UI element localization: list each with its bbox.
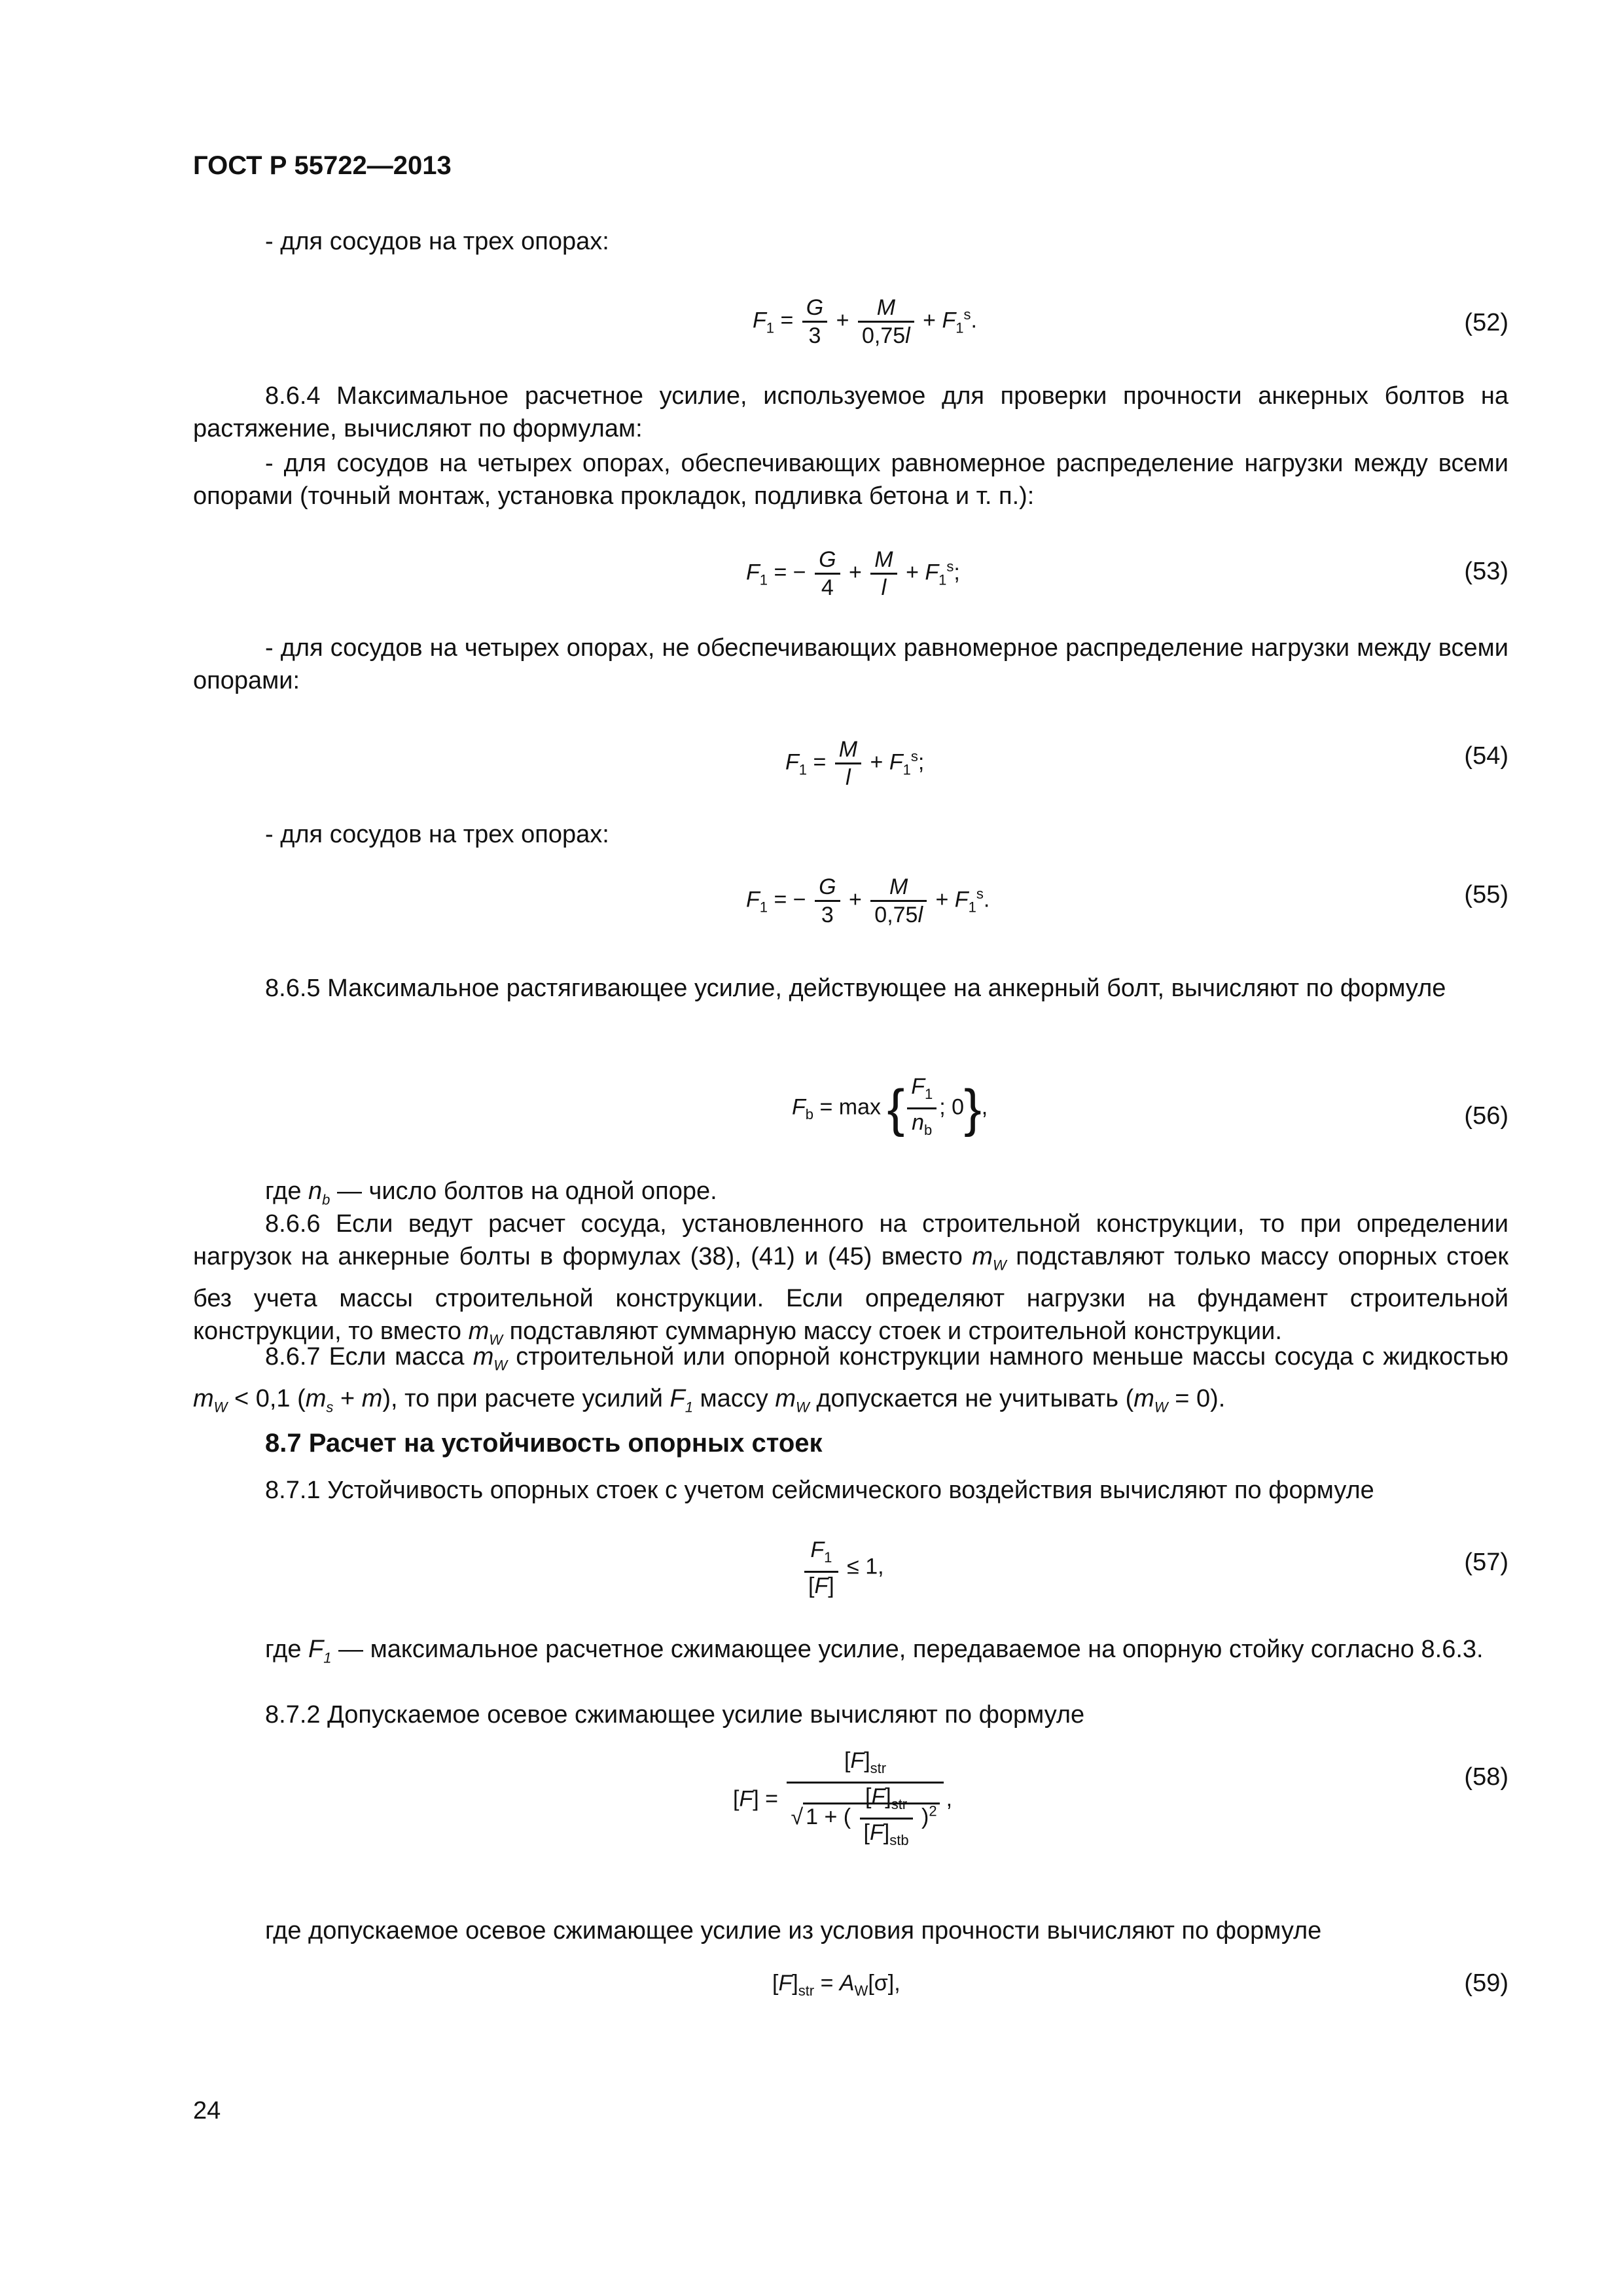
paragraph-three-supports: - для сосудов на трех опорах: [265,228,609,255]
formula-59: $[F]_{str} = A_W[\sigma]$, [772,1971,901,1999]
symbol-mw: $m_W$ [193,1384,228,1416]
equation-number-55: (55) [1464,881,1508,908]
symbol-f1: $F_1$ [308,1636,332,1666]
formula-57: $\frac{F_1}{[F]}$ ≤ 1, [802,1537,884,1599]
formula-56: $F_b = \max$ { $\frac{F_1}{n_b}$ ; 0}, [792,1074,988,1138]
symbol-mw: $m_W$ [972,1243,1007,1274]
formula-52: $F_1$ = $\frac{G}{3}$ + $\frac{M}{0,75l}$ + $F_1^s$. [753,295,977,348]
p867-part-3: < 0,1 ( [227,1384,306,1412]
formula-53: $F_1$ = − $\frac{G}{4}$ + $\frac{M}{l}$ + $F_1^s$; [746,547,960,600]
p866-part-3: подставляют суммарную массу стоек и строительной конструкции. [503,1317,1282,1345]
paragraph-8-6-5: 8.6.5 Максимальное растягивающее усилие, действующее на анкерный болт, вычисляют по формуле [265,975,1446,1002]
document-header: ГОСТ Р 55722—2013 [193,151,452,180]
equation-number-57: (57) [1464,1549,1508,1576]
p867-part-6: допускается не учитывать ( [809,1384,1134,1412]
section-heading-8-7: 8.7 Расчет на устойчивость опорных стоек [265,1429,823,1458]
equation-number-56: (56) [1464,1102,1508,1130]
paragraph-8-6-7: 8.6.7 Если масса $m_W$ строительной или опорной конструкции намного меньше массы сосуда с жидкостью $m_W < 0,1$ $(m_s + m)$, то при расчете усилий $F_1$ массу $m_W$ допускается не учитывать $(m_W = 0)$. [193,1343,1508,1416]
equation-number-53: (53) [1464,558,1508,585]
equation-number-54: (54) [1464,742,1508,770]
formula-58: [F] = $[F]_{str}$ √ 1 + ( $\frac{[F]_{str}}{[F]_{stb}}$ )$^2$ , [733,1748,953,1848]
symbol-mw: $m_W$ [1133,1384,1168,1416]
p867-part-5: массу [692,1384,776,1412]
p866-part-1: 8.6.6 Если ведут расчет сосуда, установленного на строительной конструкции, то при определении нагрузок на анкерные болты в формулах (38), (41) и (45) вместо [193,1210,1508,1270]
equation-number-58: (58) [1464,1763,1508,1791]
p867-part-4: ), то при расчете усилий [382,1384,670,1412]
formula-55: $F_1$ = − $\frac{G}{3}$ + $\frac{M}{0,75l}$ + $F_1^s$. [746,874,990,927]
paragraph-8-7-2: 8.7.2 Допускаемое осевое сжимающее усилие вычисляют по формуле [265,1701,1085,1729]
where-f1-text: — максимальное расчетное сжимающее усилие, передаваемое на опорную стойку согласно 8.6.3. [331,1636,1484,1663]
paragraph-8-6-6 [193,1208,1508,1356]
symbol-ms: $m_s$ [305,1384,334,1416]
paragraph-8-7-1: 8.7.1 Устойчивость опорных стоек с учетом сейсмического воздействия вычисляют по формуле [265,1477,1374,1504]
p867-part-2: строительной или опорной конструкции намного меньше массы сосуда с жидкостью [507,1343,1508,1371]
p867-part-1: 8.6.7 Если масса [265,1343,473,1371]
symbol-mw: $m_W$ [775,1384,810,1416]
symbol-m: m [361,1384,383,1412]
paragraph-four-supports-uniform: - для сосудов на четырех опорах, обеспечивающих равномерное распределение нагрузки между всеми опорами (точный монтаж, установка прокладок, подливка бетона и т. п.): [193,450,1508,510]
symbol-mw: $m_W$ [473,1343,508,1374]
symbol-nb: $n_b$ [308,1177,330,1208]
equation-number-52: (52) [1464,309,1508,336]
equation-number-59: (59) [1464,1969,1508,1997]
symbol-f1: $F_1$ [669,1384,693,1416]
paragraph-four-supports-nonuniform: - для сосудов на четырех опорах, не обеспечивающих равномерное распределение нагрузки между всеми опорами: [193,634,1508,694]
paragraph-three-supports-2: - для сосудов на трех опорах: [265,821,609,848]
where-nb-text: — число болтов на одной опоре. [330,1177,717,1205]
formula-54: $F_1$ = $\frac{M}{l}$ + $F_1^s$; [785,737,925,790]
p867-part-7: = 0). [1168,1384,1226,1412]
where-f1-prefix: где [265,1636,309,1663]
p866-part-2: подставляют только массу опорных стоек без учета массы строительной конструкции. Если определяют нагрузки на фундамент строительной конструкции, то вместо [193,1243,1508,1345]
where-nb-prefix: где [265,1177,309,1205]
where-f1 [193,1633,1508,1675]
paragraph-strength-condition: где допускаемое осевое сжимающее усилие из условия прочности вычисляют по формуле [265,1917,1322,1945]
page-number: 24 [193,2097,221,2125]
symbol-mw: $m_W$ [468,1317,503,1348]
paragraph-8-6-4: 8.6.4 Максимальное расчетное усилие, используемое для проверки прочности анкерных болтов на растяжение, вычисляют по формулам: [193,382,1508,442]
